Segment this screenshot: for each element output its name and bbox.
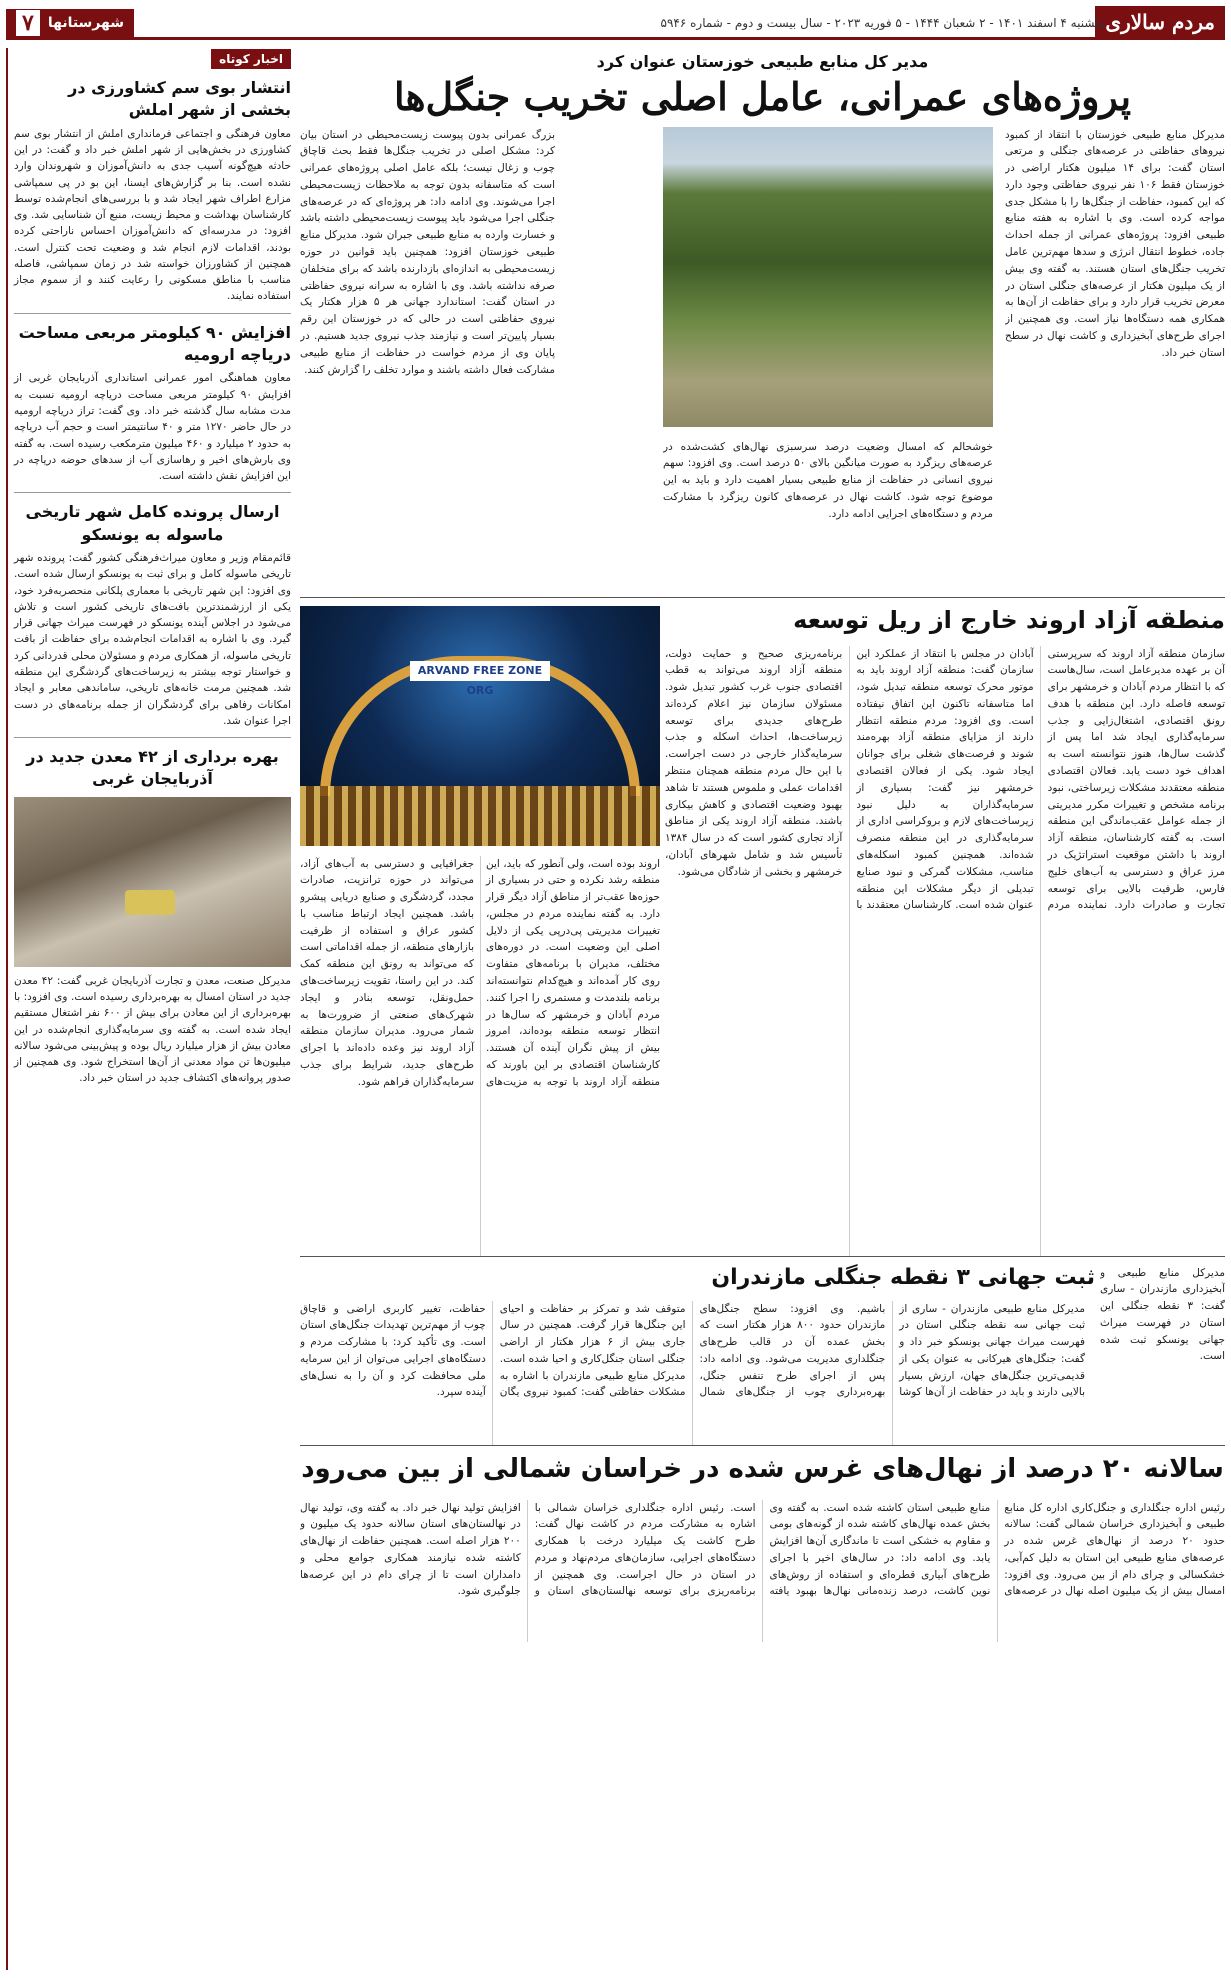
- brief-article: [14, 322, 291, 494]
- article-text: اروند بوده است، ولی آنطور که باید، این منطقه رشد نکرده و حتی در بسیاری از حوزه‌ها عقب‌تر از مناطق آزاد دیگر قرار دارد. به گفته نماینده مردم در مجلس، تغییرات مدیریتی پی‌درپی یکی از دلایل اصلی این وضعیت است. در دوره‌های مختلف، مدیران با برنامه‌های متفاوت روی کار آمده‌اند و هیچ‌کدام نتوانسته‌اند برنامه بلندمدت و مستمری را اجرا کنند. مردم آبادان و خرمشهر که سال‌ها در انتظار توسعه منطقه بوده‌اند، امروز بیش از پیش نگران آینده آن هستند. کارشناسان اقتصادی بر این باورند که منطقه آزاد اروند با توجه به مزیت‌های جغرافیایی و دسترسی به آب‌های آزاد، می‌تواند در حوزه ترانزیت، صادرات مجدد، گردشگری و صنایع دریایی پیشرو باشد. همچنین ایجاد ارتباط مناسب با کشور عراق و استفاده از ظرفیت بازارهای منطقه، از جمله اقداماتی است که می‌تواند به رونق این منطقه کمک کند. در این راستا، تقویت زیرساخت‌های حمل‌ونقل، توسعه بنادر و ایجاد شهرک‌های صنعتی از ضرورت‌ها به شمار می‌رود. مدیران سازمان منطقه آزاد اروند نیز وعده داده‌اند با اجرای طرح‌های جدید، شرایط برای جذب سرمایه‌گذاران فراهم شود.: [300, 857, 660, 1088]
- arvand-columns: [665, 646, 1225, 1256]
- page-number: ۷: [16, 10, 40, 36]
- article-text: مدیرکل منابع طبیعی خوزستان با انتقاد از کمبود نیروهای حفاظتی در عرصه‌های جنگلی و مرتعی استان گفت: برای ۱۴ میلیون هکتار اراضی در خوزستان فقط ۱۰۶ نفر نیروی حفاظتی وجود دارد که این کمبود، حفاظت از جنگل‌ها را با مشکل جدی مواجه کرده است. وی با اشاره به هفته منابع طبیعی افزود: پروژه‌های عمرانی از جمله احداث جاده، خطوط انتقال انرژی و سدها مهم‌ترین عامل تخریب جنگل‌های استان هستند. به گفته وی بیش از یک میلیون هکتار از عرصه‌های جنگلی استان در معرض تخریب قرار دارد و برای حفاظت از آن‌ها به همکاری همه دستگاه‌ها نیاز است. وی همچنین از اجرای طرح‌های آبخیزداری و کاشت نهال در سطح استان خبر داد.: [1005, 128, 1225, 359]
- top-story: [300, 52, 1225, 597]
- top-story-column: [663, 439, 993, 597]
- mazandaran-article: [300, 1265, 1225, 1445]
- divider: [300, 597, 1225, 598]
- arvand-article: [300, 606, 1225, 1256]
- article-text: مدیرکل منابع طبیعی مازندران - ساری از ثبت جهانی سه نقطه جنگلی استان در فهرست میراث جهانی یونسکو خبر داد و گفت: جنگل‌های هیرکانی به عنوان یکی از قدیمی‌ترین جنگل‌های جهان، ارزش بسیار بالایی دارند و باید در حفاظت از آن‌ها کوشا باشیم. وی افزود: سطح جنگل‌های مازندران حدود ۸۰۰ هزار هکتار است که بخش عمده آن در قالب طرح‌های جنگلداری مدیریت می‌شود. وی ادامه داد: پس از اجرای طرح تنفس جنگل، بهره‌برداری چوب از جنگل‌های شمال متوقف شد و تمرکز بر حفاظت و احیای این جنگل‌ها قرار گرفت. همچنین در سال جاری بیش از ۶ هزار هکتار از اراضی جنگلی استان جنگل‌کاری و احیا شده است. مدیرکل منابع طبیعی مازندران با اشاره به مشکلات حفاظتی گفت: کمبود نیروی یگان حفاظت، تغییر کاربری اراضی و قاچاق چوب از مهم‌ترین تهدیدات جنگل‌های استان است. وی تأکید کرد: با مشارکت مردم و دستگاه‌های اجرایی می‌توان از این سرمایه ملی محافظت کرد و آن را به نسل‌های آینده سپرد.: [300, 1302, 1085, 1399]
- gate-sign: ARVAND FREE ZONE ORG: [410, 661, 550, 681]
- article-text: رئیس اداره جنگلداری و جنگل‌کاری اداره کل منابع طبیعی و آبخیزداری خراسان شمالی گفت: سالانه حدود ۲۰ درصد از نهال‌های غرس شده در عرصه‌های منابع طبیعی این استان به دلیل کم‌آبی، خشکسالی و چرای دام از بین می‌رود. وی افزود: امسال بیش از یک میلیون اصله نهال در عرصه‌های منابع طبیعی استان کاشته شده است. به گفته وی بخش عمده نهال‌های کاشته شده از گونه‌های بومی و مقاوم به خشکی است تا ماندگاری آن‌ها افزایش یابد. وی ادامه داد: در سال‌های اخیر با اجرای طرح‌های آبیاری قطره‌ای و استفاده از روش‌های نوین کاشت، درصد زنده‌مانی نهال‌ها بهبود یافته است. رئیس اداره جنگلداری خراسان شمالی با اشاره به مشارکت مردم در کاشت نهال گفت: طرح کاشت یک میلیارد درخت با همکاری دستگاه‌های اجرایی، سازمان‌های مردم‌نهاد و مردم در استان در حال اجراست. وی همچنین از برنامه‌ریزی برای توسعه نهالستان‌های استان و افزایش تولید نهال خبر داد. به گفته وی، تولید نهال در نهالستان‌های استان سالانه حدود یک میلیون و ۲۰۰ هزار اصله است. همچنین حفاظت از نهال‌های کاشته شده نیازمند همکاری جوامع محلی و دامداران است تا از چرای دام در این عرصه‌ها جلوگیری شود.: [300, 1501, 1225, 1598]
- mazandaran-columns: [300, 1301, 1085, 1445]
- section-tag: [6, 9, 134, 37]
- top-story-headline: پروژه‌های عمرانی، عامل اصلی تخریب جنگل‌ها: [393, 74, 1132, 119]
- free-zone-gate-photo: [300, 606, 660, 846]
- brief-body: معاون فرهنگی و اجتماعی فرمانداری املش از انتشار بوی سم کشاورزی در بخش‌هایی از شهر املش خبر داد و گفت: در این حادثه هیچ‌گونه آسیب جدی به دانش‌آموزان و شهروندان وارد نشده است. بنا بر گزارش‌های ایسنا، این بو در پی سمپاشی مزارع اطراف شهر ایجاد شد و با بررسی‌های انجام‌شده توسط کارشناسان بهداشت و محیط زیست، منبع آن شناسایی شد. وی افزود: در مدرسه‌ای که دانش‌آموزان احساس ناراحتی کرده بودند، اقدامات لازم انجام شد و وضعیت تحت کنترل است. همچنین از کشاورزان خواسته شد در زمان سمپاشی، فاصله مناسب با مناطق مسکونی را رعایت کنند و از سموم مجاز استفاده نمایند.: [14, 127, 291, 303]
- masthead: [6, 6, 1225, 40]
- brief-title: بهره برداری از ۴۲ معدن جدید در آذربایجان غربی: [26, 747, 279, 789]
- article-text: بزرگ عمرانی بدون پیوست زیست‌محیطی در استان بیان کرد: مشکل اصلی در تخریب جنگل‌ها فقط بحث قاچاق چوب و زغال نیست؛ بلکه عامل اصلی پروژه‌های عمرانی است که متاسفانه بدون توجه به ملاحظات زیست‌محیطی اجرا می‌شوند. وی ادامه داد: هر پروژه‌ای که در عرصه‌های جنگلی اجرا می‌شود باید پیوست زیست‌محیطی داشته باشد و خسارت وارده به منابع طبیعی جبران شود. مدیرکل منابع طبیعی خوزستان افزود: همچنین باید قوانین در حوزه زیست‌محیطی به اندازه‌ای بازدارنده باشد که برای متخلفان صرفه نداشته باشد. وی با اشاره به سرانه نیروی حفاظتی در استان گفت: استاندارد جهانی هر ۵ هزار هکتار یک نیروی حفاظتی است در حالی که در خوزستان این رقم بسیار پایین‌تر است و نیازمند جذب نیروی جدید هستیم. در پایان وی از مردم خواست در حفاظت از منابع طبیعی مشارکت فعال داشته باشند و موارد تخلف را گزارش کنند.: [300, 128, 555, 376]
- mazandaran-side-column: [1100, 1265, 1225, 1445]
- brief-body: مدیرکل صنعت، معدن و تجارت آذربایجان غربی گفت: ۴۲ معدن جدید در استان امسال به بهره‌برداری رسیده است. وی افزود: با بهره‌برداری از این معادن برای بیش از ۶۰۰ نفر اشتغال مستقیم ایجاد شده است. به گفته وی سرمایه‌گذاری انجام‌شده در این معادن بیش از هزار میلیارد ریال بوده و پیش‌بینی می‌شود سالانه میلیون‌ها تن مواد معدنی از آن‌ها استخراج شود. وی همچنین از صدور پروانه‌های اکتشاف جدید در استان خبر داد.: [14, 974, 291, 1085]
- divider: [300, 1256, 1225, 1257]
- article-text: خوشحالم که امسال وضعیت درصد سرسبزی نهال‌های کشت‌شده در عرصه‌های ریزگرد به صورت میانگین بالای ۵۰ درصد است. وی افزود: سهم نیروی انسانی در حفاظت از منابع طبیعی بسیار اهمیت دارد و باید به این موضوع توجه شود. کاشت نهال در عرصه‌های کانون ریزگرد با مشارکت مردم و دستگاه‌های اجرایی ادامه دارد.: [663, 440, 993, 520]
- khorasan-columns: [300, 1500, 1225, 1642]
- brief-body: معاون هماهنگی امور عمرانی استانداری آذربایجان غربی از افزایش ۹۰ کیلومتر مربعی مساحت دریاچه ارومیه نسبت به مدت مشابه سال گذشته خبر داد. وی گفت: تراز دریاچه ارومیه در حال حاضر ۱۲۷۰ متر و ۴۰ سانتیمتر است و حجم آب دریاچه به حدود ۲ میلیارد و ۴۶۰ میلیون مترمکعب رسیده است. به گفته وی بارش‌های اخیر و رهاسازی آب از سدهای حوضه دریاچه در این افزایش نقش داشته است.: [14, 372, 291, 483]
- arvand-columns: [300, 856, 660, 1256]
- top-story-kicker: مدیر کل منابع طبیعی خوزستان عنوان کرد: [596, 52, 929, 71]
- forest-photo: [663, 127, 993, 427]
- top-story-column: [300, 127, 555, 597]
- divider: [300, 1445, 1225, 1446]
- khorasan-article: [300, 1454, 1225, 1642]
- newspaper-logo: مردم سالاری: [1095, 6, 1225, 40]
- brief-body: قائم‌مقام وزیر و معاون میراث‌فرهنگی کشور گفت: پرونده شهر تاریخی ماسوله کامل و برای ثبت به یونسکو ارسال شده است. وی افزود: این شهر تاریخی با معماری پلکانی منحصربه‌فرد خود، یکی از ارزشمندترین بافت‌های تاریخی کشور است و تلاش می‌شود در اجلاس آینده یونسکو در فهرست میراث جهانی قرار گیرد. وی با اشاره به اقدامات انجام‌شده برای حفاظت از بافت تاریخی ماسوله، از همکاری مردم و مسئولان محلی قدردانی کرد و خواستار توجه بیشتر به زیرساخت‌های گردشگری این منطقه شد. همچنین مرمت خانه‌های تاریخی، ساماندهی معابر و ایجاد امکانات رفاهی برای گردشگران از جمله برنامه‌های در دست اجرا عنوان شد.: [14, 552, 291, 727]
- brief-title: انتشار بوی سم کشاورزی در بخشی از شهر املش: [68, 78, 291, 120]
- brief-article: [14, 746, 291, 1095]
- article-text: سازمان منطقه آزاد اروند که سرپرستی آن بر عهده مدیرعامل است، سال‌هاست که با انتظار مردم آبادان و خرمشهر برای توسعه فاصله دارد. این منطقه با هدف رونق اقتصادی، اشتغال‌زایی و جذب سرمایه‌گذاری ایجاد شد اما پس از گذشت سال‌ها، هنوز نتوانسته است به اهداف خود دست یابد. فعالان اقتصادی منطقه معتقدند مشکلات زیرساختی، نبود برنامه مشخص و تغییرات مکرر مدیریتی از جمله عوامل عقب‌ماندگی این منطقه است. به گفته کارشناسان، منطقه آزاد اروند با داشتن موقعیت استراتژیک در مرز عراق و دسترسی به آب‌های خلیج فارس، ظرفیت بالایی برای توسعه تجارت و صادرات دارد. نماینده مردم آبادان در مجلس با انتقاد از عملکرد این سازمان گفت: منطقه آزاد اروند باید به موتور محرک توسعه منطقه تبدیل شود، اما متاسفانه تاکنون این اتفاق نیفتاده است. وی افزود: مردم منطقه انتظار دارند از مزایای منطقه آزاد بهره‌مند شوند و فرصت‌های شغلی برای جوانان ایجاد شود. یکی از فعالان اقتصادی خرمشهر نیز گفت: بسیاری از سرمایه‌گذاران به دلیل نبود زیرساخت‌های لازم و بروکراسی اداری از سرمایه‌گذاری در این منطقه منصرف شده‌اند. همچنین کمبود اسکله‌های مناسب، مشکلات گمرکی و نبود صنایع تبدیلی از دیگر مشکلات این منطقه عنوان شده است. کارشناسان معتقدند با برنامه‌ریزی صحیح و حمایت دولت، منطقه آزاد اروند می‌تواند به قطب اقتصادی جنوب غرب کشور تبدیل شود. مسئولان سازمان نیز اعلام کرده‌اند طرح‌های جدیدی برای توسعه زیرساخت‌ها، احداث اسکله و جذب سرمایه‌گذار خارجی در دست اجراست. با این حال مردم منطقه همچنان منتظر اقدامات عملی و ملموس هستند تا شاهد بهبود وضعیت اقتصادی و کاهش بیکاری باشند. منطقه آزاد اروند یکی از مناطق آزاد تجاری کشور است که در سال ۱۳۸۴ تأسیس شد و شامل شهرهای آبادان، خرمشهر و بخشی از شادگان می‌شود.: [665, 647, 1225, 912]
- mazandaran-headline: ثبت جهانی ۳ نقطه جنگلی مازندران: [711, 1264, 1095, 1290]
- mining-photo: [14, 797, 291, 967]
- issue-dateline: یکشنبه ۴ اسفند ۱۴۰۱ - ۲ شعبان ۱۴۴۴ - ۵ فوریه ۲۰۲۳ - سال بیست و دوم - شماره ۵۹۴۶: [660, 16, 1105, 30]
- khorasan-headline: سالانه ۲۰ درصد از نهال‌های غرس شده در خراسان شمالی از بین می‌رود: [301, 1453, 1224, 1484]
- gate-lights: [300, 786, 660, 846]
- news-briefs-sidebar: [6, 48, 291, 1970]
- brief-article: [14, 501, 291, 738]
- main-content: [300, 48, 1225, 1970]
- sidebar-header: اخبار کوتاه: [211, 49, 291, 69]
- brief-title: ارسال پرونده کامل شهر تاریخی ماسوله به یونسکو: [25, 502, 280, 544]
- brief-title: افزایش ۹۰ کیلومتر مربعی مساحت دریاچه ارومیه: [18, 322, 291, 365]
- section-name: شهرستانها: [47, 15, 125, 31]
- top-story-column: [1005, 127, 1225, 597]
- article-text: مدیرکل منابع طبیعی و آبخیزداری مازندران - ساری گفت: ۳ نقطه جنگلی این استان در فهرست میراث جهانی یونسکو ثبت شده است.: [1100, 1266, 1225, 1363]
- brief-article: [14, 77, 291, 314]
- arvand-headline: منطقه آزاد اروند خارج از ریل توسعه: [793, 605, 1225, 634]
